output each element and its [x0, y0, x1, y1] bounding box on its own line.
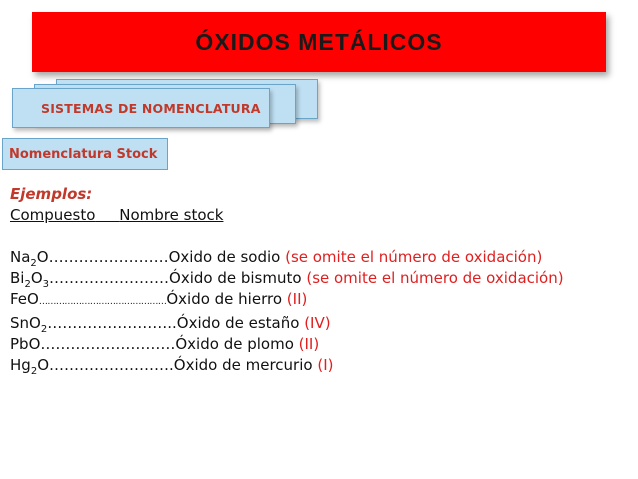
example-list	[10, 247, 638, 376]
row-note: (I)	[317, 356, 334, 374]
example-row: $Bi_2O_3\dots\dots\dots\dots\dots\dots\dots\dots Óxido$ de bismuto (se omite el número de oxidación)	[10, 269, 564, 290]
example-row: SnO$_2$……………………..Óxido de estaño (IV)	[10, 314, 331, 335]
page-title: ÓXIDOS METÁLICOS	[195, 28, 443, 55]
row-note: (II)	[298, 335, 320, 353]
row-note: (II)	[286, 290, 308, 308]
example-row: $Hg_2O\dots\dots\dots\dots\dots\dots\dots\dots.Óxido$ de mercurio (I)	[10, 356, 334, 377]
subsection-label: Nomenclatura Stock	[2, 138, 168, 170]
header-nombre: Nombre stock	[119, 206, 224, 224]
examples-content	[10, 184, 638, 376]
section-card-label: SISTEMAS DE NOMENCLATURA	[41, 100, 261, 116]
row-note: (se omite el número de oxidación)	[285, 248, 543, 266]
example-row: $Na_2O\dots\dots\dots\dots\dots\dots\dots\dots Oxido$ de sodio (se omite el número de oxidación)	[10, 248, 543, 269]
row-note: (se omite el número de oxidación)	[306, 269, 564, 287]
header-compuesto: Compuesto	[10, 206, 96, 224]
examples-heading: Ejemplos:	[10, 185, 93, 203]
column-headers	[10, 205, 638, 226]
example-row: FeO………………………………………Óxido de hierro (II)	[10, 290, 308, 308]
title-bar	[32, 12, 606, 72]
section-card	[12, 88, 270, 128]
row-note: (IV)	[304, 314, 331, 332]
example-row: PbO………………………Óxido de plomo (II)	[10, 335, 320, 353]
